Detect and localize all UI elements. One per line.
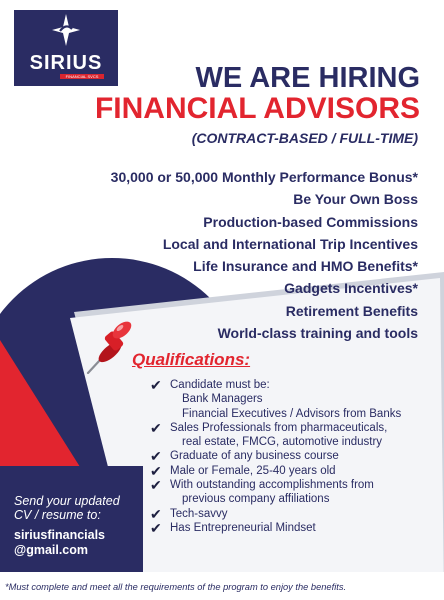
qualification-text: With outstanding accomplishments from — [170, 479, 374, 492]
qualifications-title: Qualifications: — [132, 350, 251, 369]
headline-hiring: WE ARE HIRING — [195, 62, 420, 94]
apply-email: siriusfinancials — [14, 528, 106, 542]
sirius-star-mark-icon — [52, 14, 80, 46]
benefit-item: Retirement Benefits — [285, 302, 418, 319]
headline-contract-type: (CONTRACT-BASED / FULL-TIME) — [191, 130, 418, 146]
benefits-list — [18, 166, 418, 344]
benefit-item: Be Your Own Boss — [293, 191, 418, 208]
qualification-subtext: Financial Executives / Advisors from Banks — [182, 407, 402, 420]
qualification-text: Tech-savvy — [170, 507, 228, 520]
qualification-subtext: real estate, FMCG, automotive industry — [182, 436, 383, 449]
qualification-text: Candidate must be: — [170, 379, 270, 391]
check-icon: ✔ — [150, 377, 162, 393]
benefit-item: Gadgets Incentives* — [284, 280, 418, 297]
qualification-text: Sales Professionals from pharmaceuticals, — [170, 421, 388, 434]
check-icon: ✔ — [150, 448, 162, 465]
qualification-item — [150, 378, 436, 421]
company-logo — [14, 10, 118, 86]
apply-instruction: CV / resume to: — [14, 508, 101, 522]
qualification-subtext: previous company affiliations — [182, 493, 330, 506]
check-icon: ✔ — [150, 419, 162, 436]
qualification-item — [150, 478, 436, 507]
push-pin-icon — [86, 318, 136, 374]
benefit-item: World-class training and tools — [217, 325, 418, 342]
apply-instruction: Send your updated — [14, 494, 120, 508]
qualification-text: Graduate of any business course — [170, 450, 339, 463]
headline-role: FINANCIAL ADVISORS — [94, 92, 420, 125]
qualification-item — [150, 521, 436, 535]
footer-disclaimer: *Must complete and meet all the requirements of the program to enjoy the benefits. — [5, 582, 347, 592]
check-icon: ✔ — [150, 462, 162, 479]
apply-email-domain: @gmail.com — [14, 543, 89, 557]
benefit-item: 30,000 or 50,000 Monthly Performance Bonus* — [110, 169, 418, 185]
check-icon: ✔ — [150, 519, 162, 536]
benefit-item: Local and International Trip Incentives — [162, 235, 418, 252]
benefit-item: Production-based Commissions — [203, 213, 418, 230]
benefit-item: Life Insurance and HMO Benefits* — [193, 258, 418, 275]
qualification-item — [150, 421, 436, 450]
logo-name: SIRIUS — [29, 52, 103, 74]
logo-tagline: FINANCIAL SVCS — [60, 74, 104, 79]
qualification-text: Male or Female, 25-40 years old — [170, 464, 336, 477]
qualification-item — [150, 464, 436, 478]
qualification-item — [150, 449, 436, 463]
qualification-text: Has Entrepreneurial Mindset — [170, 521, 316, 534]
qualification-subtext: Bank Managers — [182, 393, 263, 406]
check-icon: ✔ — [150, 477, 162, 494]
qualification-item — [150, 507, 436, 521]
check-icon: ✔ — [150, 505, 162, 522]
qualifications-list — [150, 378, 436, 535]
